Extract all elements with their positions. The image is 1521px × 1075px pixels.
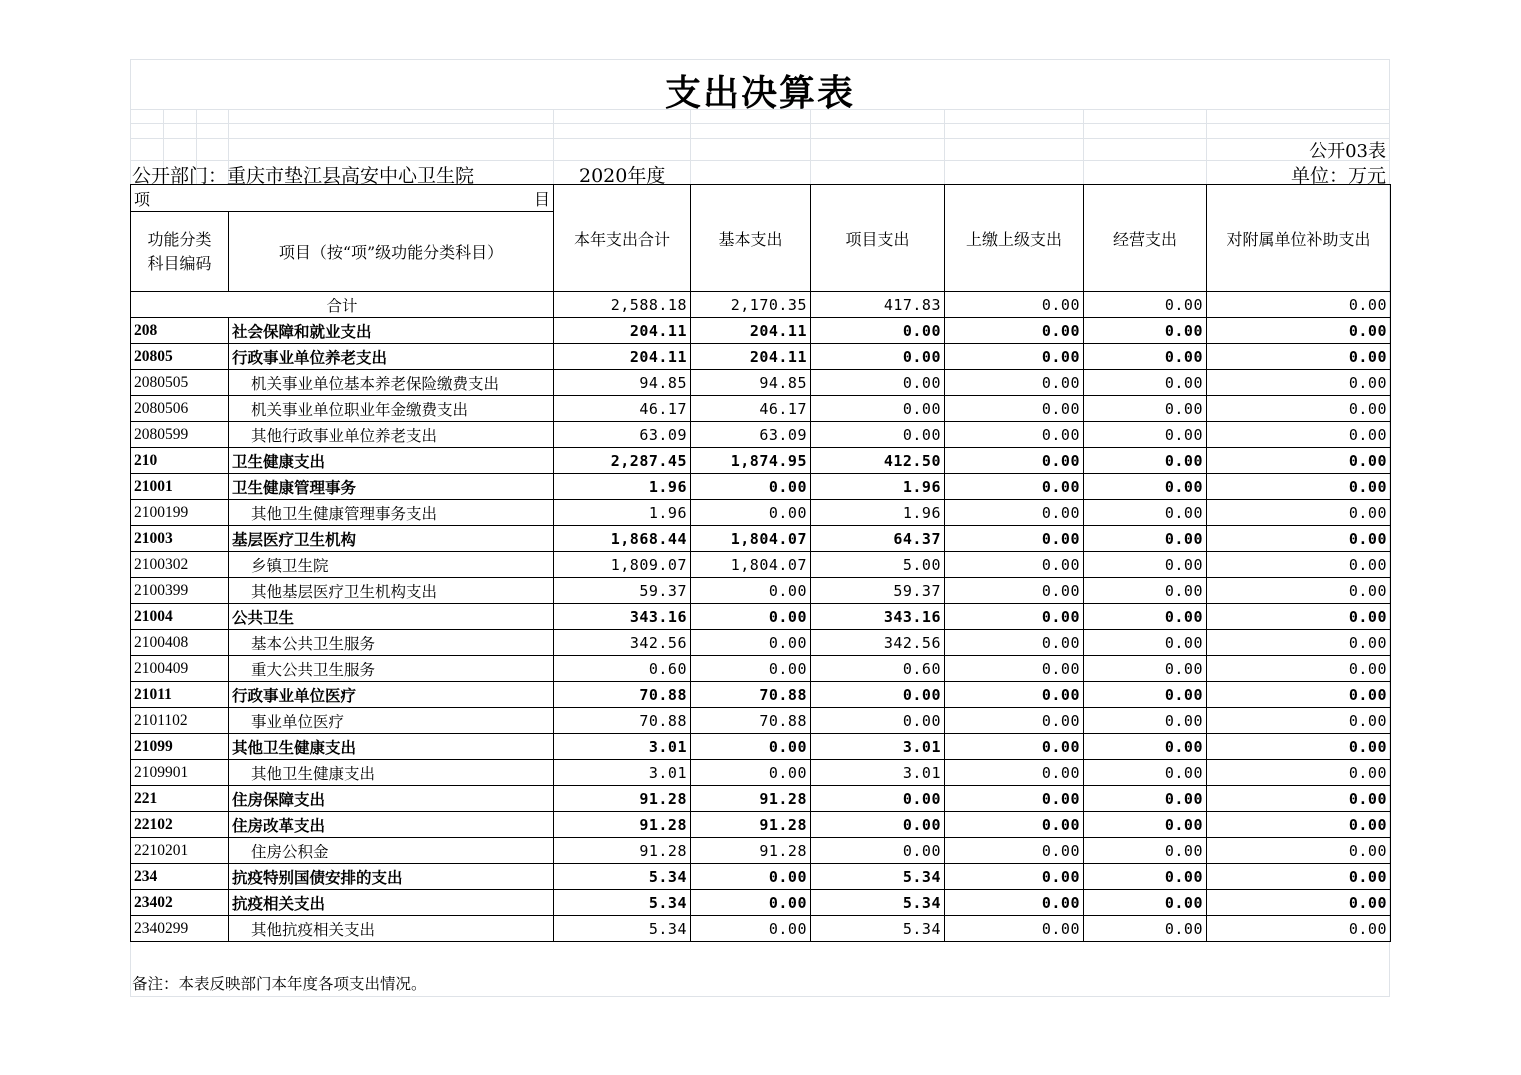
- row-code: 2100408: [131, 630, 229, 656]
- total-label: 合计: [131, 292, 554, 318]
- row-name: 其他行政事业单位养老支出: [229, 422, 554, 448]
- row-value: 91.28: [691, 812, 811, 838]
- row-code: 2340299: [131, 916, 229, 942]
- row-value: 0.00: [1207, 682, 1391, 708]
- row-value: 204.11: [554, 344, 691, 370]
- row-name: 基层医疗卫生机构: [229, 526, 554, 552]
- row-code: 21001: [131, 474, 229, 500]
- header-code-cell: 功能分类 科目编码: [131, 212, 229, 292]
- row-value: 0.00: [1084, 318, 1207, 344]
- row-value: 1.96: [811, 500, 945, 526]
- row-value: 0.00: [691, 604, 811, 630]
- row-name: 机关事业单位基本养老保险缴费支出: [229, 370, 554, 396]
- row-value: 5.34: [811, 916, 945, 942]
- grid-line: [690, 109, 691, 185]
- row-value: 342.56: [811, 630, 945, 656]
- table-row: [131, 890, 1391, 916]
- row-value: 0.00: [945, 916, 1084, 942]
- row-value: 5.34: [554, 916, 691, 942]
- row-value: 0.00: [1207, 370, 1391, 396]
- table-row: [131, 812, 1391, 838]
- row-value: 5.34: [554, 864, 691, 890]
- row-value: 0.00: [811, 708, 945, 734]
- row-value: 0.00: [1084, 682, 1207, 708]
- row-value: 0.00: [691, 760, 811, 786]
- header-col-operating: 经营支出: [1084, 185, 1207, 292]
- row-value: 0.00: [1084, 448, 1207, 474]
- row-value: 0.00: [1207, 916, 1391, 942]
- header-col-project: 项目支出: [811, 185, 945, 292]
- row-value: 1,804.07: [691, 552, 811, 578]
- row-value: 0.00: [1207, 812, 1391, 838]
- header-item-left: 项: [134, 189, 151, 209]
- row-code: 221: [131, 786, 229, 812]
- row-value: 0.00: [691, 474, 811, 500]
- row-value: 0.00: [1084, 708, 1207, 734]
- header-col-subsidy: 对附属单位补助支出: [1207, 185, 1391, 292]
- row-value: 0.00: [691, 916, 811, 942]
- total-value: 2,170.35: [691, 292, 811, 318]
- row-value: 0.00: [1207, 760, 1391, 786]
- row-code: 20805: [131, 344, 229, 370]
- row-code: 2080505: [131, 370, 229, 396]
- row-name: 其他卫生健康支出: [229, 734, 554, 760]
- row-value: 0.00: [1207, 604, 1391, 630]
- table-row: [131, 916, 1391, 942]
- row-value: 0.00: [1084, 370, 1207, 396]
- fiscal-year: 2020年度: [579, 165, 666, 187]
- row-value: 1.96: [554, 474, 691, 500]
- row-code: 21004: [131, 604, 229, 630]
- total-value: 417.83: [811, 292, 945, 318]
- row-value: 0.00: [691, 630, 811, 656]
- row-value: 0.00: [1084, 812, 1207, 838]
- row-value: 3.01: [554, 760, 691, 786]
- table-row: [131, 318, 1391, 344]
- row-value: 0.00: [1084, 396, 1207, 422]
- row-value: 0.00: [1207, 552, 1391, 578]
- row-name: 卫生健康支出: [229, 448, 554, 474]
- row-value: 5.00: [811, 552, 945, 578]
- row-value: 5.34: [554, 890, 691, 916]
- row-value: 0.00: [945, 500, 1084, 526]
- row-value: 3.01: [554, 734, 691, 760]
- row-value: 63.09: [691, 422, 811, 448]
- table-row: [131, 734, 1391, 760]
- table-row: [131, 708, 1391, 734]
- row-code: 2100302: [131, 552, 229, 578]
- row-name: 行政事业单位医疗: [229, 682, 554, 708]
- row-value: 412.50: [811, 448, 945, 474]
- row-value: 0.00: [1084, 630, 1207, 656]
- row-value: 0.00: [811, 786, 945, 812]
- row-value: 91.28: [554, 812, 691, 838]
- total-value: 0.00: [1207, 292, 1391, 318]
- table-row: [131, 682, 1391, 708]
- row-value: 0.00: [1084, 552, 1207, 578]
- total-value: 0.00: [1084, 292, 1207, 318]
- row-value: 0.00: [1207, 656, 1391, 682]
- total-value: 2,588.18: [554, 292, 691, 318]
- row-value: 0.00: [1207, 344, 1391, 370]
- grid-line: [944, 109, 945, 185]
- row-name: 行政事业单位养老支出: [229, 344, 554, 370]
- row-value: 59.37: [554, 578, 691, 604]
- grid-line: [1206, 109, 1207, 185]
- row-name: 其他卫生健康管理事务支出: [229, 500, 554, 526]
- row-value: 70.88: [554, 682, 691, 708]
- table-row: [131, 344, 1391, 370]
- row-value: 0.00: [691, 578, 811, 604]
- row-value: 0.00: [1207, 318, 1391, 344]
- row-value: 0.00: [1084, 578, 1207, 604]
- row-value: 0.00: [945, 422, 1084, 448]
- total-row: [131, 292, 1391, 318]
- row-name: 住房保障支出: [229, 786, 554, 812]
- row-value: 0.60: [811, 656, 945, 682]
- row-value: 46.17: [691, 396, 811, 422]
- row-value: 0.00: [1207, 708, 1391, 734]
- row-code: 2210201: [131, 838, 229, 864]
- row-code: 2101102: [131, 708, 229, 734]
- row-value: 0.00: [945, 448, 1084, 474]
- row-value: 0.00: [1084, 786, 1207, 812]
- row-value: 0.00: [691, 890, 811, 916]
- footnote: 备注：本表反映部门本年度各项支出情况。: [132, 975, 427, 993]
- row-value: 70.88: [691, 708, 811, 734]
- row-code: 21011: [131, 682, 229, 708]
- row-value: 0.00: [945, 656, 1084, 682]
- table-row: [131, 448, 1391, 474]
- row-value: 0.00: [945, 812, 1084, 838]
- row-value: 1.96: [554, 500, 691, 526]
- row-value: 0.00: [811, 682, 945, 708]
- row-value: 64.37: [811, 526, 945, 552]
- expenditure-table: [130, 184, 1391, 942]
- header-col-basic: 基本支出: [691, 185, 811, 292]
- row-value: 0.00: [945, 760, 1084, 786]
- row-value: 0.00: [1207, 500, 1391, 526]
- table-row: [131, 396, 1391, 422]
- row-code: 2100399: [131, 578, 229, 604]
- row-code: 2080599: [131, 422, 229, 448]
- row-code: 2109901: [131, 760, 229, 786]
- row-value: 1,874.95: [691, 448, 811, 474]
- row-value: 0.00: [945, 708, 1084, 734]
- row-value: 94.85: [554, 370, 691, 396]
- row-value: 0.00: [945, 474, 1084, 500]
- row-value: 0.00: [1084, 864, 1207, 890]
- row-value: 0.00: [811, 396, 945, 422]
- row-value: 0.00: [945, 604, 1084, 630]
- row-value: 0.00: [811, 370, 945, 396]
- row-value: 0.00: [945, 734, 1084, 760]
- row-value: 0.00: [1207, 890, 1391, 916]
- row-value: 0.00: [945, 552, 1084, 578]
- row-value: 0.00: [1207, 396, 1391, 422]
- row-value: 0.00: [1207, 786, 1391, 812]
- row-value: 0.00: [691, 864, 811, 890]
- row-value: 1,804.07: [691, 526, 811, 552]
- row-value: 0.00: [1207, 630, 1391, 656]
- row-name: 其他卫生健康支出: [229, 760, 554, 786]
- table-row: [131, 630, 1391, 656]
- table-row: [131, 500, 1391, 526]
- row-value: 0.00: [945, 578, 1084, 604]
- row-value: 0.00: [1084, 838, 1207, 864]
- row-code: 21099: [131, 734, 229, 760]
- row-value: 0.00: [1207, 864, 1391, 890]
- row-value: 204.11: [691, 318, 811, 344]
- row-code: 210: [131, 448, 229, 474]
- row-value: 1.96: [811, 474, 945, 500]
- header-item-right: 目: [533, 189, 550, 209]
- table-row: [131, 864, 1391, 890]
- header-col-remit: 上缴上级支出: [945, 185, 1084, 292]
- row-value: 0.00: [1084, 734, 1207, 760]
- table-row: [131, 656, 1391, 682]
- header-col-total: 本年支出合计: [554, 185, 691, 292]
- row-value: 0.00: [1084, 344, 1207, 370]
- table-row: [131, 370, 1391, 396]
- row-value: 204.11: [691, 344, 811, 370]
- row-name: 住房改革支出: [229, 812, 554, 838]
- row-value: 46.17: [554, 396, 691, 422]
- row-value: 0.00: [1207, 474, 1391, 500]
- row-value: 70.88: [691, 682, 811, 708]
- table-row: [131, 474, 1391, 500]
- row-value: 94.85: [691, 370, 811, 396]
- row-value: 0.00: [945, 370, 1084, 396]
- row-value: 0.00: [691, 734, 811, 760]
- row-value: 0.00: [811, 318, 945, 344]
- row-value: 0.00: [1207, 526, 1391, 552]
- header-row-item: [131, 185, 1391, 212]
- table-row: [131, 786, 1391, 812]
- total-value: 0.00: [945, 292, 1084, 318]
- row-name: 社会保障和就业支出: [229, 318, 554, 344]
- table-row: [131, 422, 1391, 448]
- department-label: 公开部门：重庆市垫江县高安中心卫生院: [132, 165, 475, 187]
- row-value: 63.09: [554, 422, 691, 448]
- row-value: 0.00: [945, 682, 1084, 708]
- row-value: 0.00: [945, 838, 1084, 864]
- row-value: 0.00: [945, 526, 1084, 552]
- row-name: 事业单位医疗: [229, 708, 554, 734]
- row-value: 343.16: [811, 604, 945, 630]
- row-value: 3.01: [811, 760, 945, 786]
- row-value: 0.00: [945, 786, 1084, 812]
- row-value: 0.00: [811, 422, 945, 448]
- row-code: 2080506: [131, 396, 229, 422]
- row-value: 0.00: [811, 838, 945, 864]
- grid-line: [1083, 109, 1084, 185]
- row-name: 卫生健康管理事务: [229, 474, 554, 500]
- row-value: 0.00: [1084, 526, 1207, 552]
- row-value: 0.00: [811, 812, 945, 838]
- row-value: 0.00: [1207, 578, 1391, 604]
- table-row: [131, 578, 1391, 604]
- grid-line: [130, 123, 1390, 124]
- row-code: 208: [131, 318, 229, 344]
- row-code: 22102: [131, 812, 229, 838]
- row-value: 0.00: [1084, 656, 1207, 682]
- row-value: 0.00: [1084, 422, 1207, 448]
- row-value: 0.00: [1084, 890, 1207, 916]
- row-value: 1,868.44: [554, 526, 691, 552]
- row-value: 0.00: [1084, 916, 1207, 942]
- row-value: 2,287.45: [554, 448, 691, 474]
- row-code: 23402: [131, 890, 229, 916]
- row-value: 5.34: [811, 864, 945, 890]
- grid-line: [553, 109, 554, 185]
- row-value: 0.00: [691, 656, 811, 682]
- page-title: 支出决算表: [664, 73, 855, 114]
- row-value: 343.16: [554, 604, 691, 630]
- grid-line: [130, 138, 1390, 139]
- row-value: 0.00: [945, 890, 1084, 916]
- row-value: 0.00: [1084, 500, 1207, 526]
- table-row: [131, 838, 1391, 864]
- row-name: 其他基层医疗卫生机构支出: [229, 578, 554, 604]
- row-name: 机关事业单位职业年金缴费支出: [229, 396, 554, 422]
- row-value: 3.01: [811, 734, 945, 760]
- row-value: 0.00: [945, 630, 1084, 656]
- row-value: 91.28: [554, 786, 691, 812]
- row-value: 0.00: [1084, 604, 1207, 630]
- row-value: 0.00: [945, 344, 1084, 370]
- row-value: 0.00: [945, 864, 1084, 890]
- spreadsheet-sheet: [130, 59, 1390, 997]
- row-value: 0.60: [554, 656, 691, 682]
- row-value: 0.00: [945, 396, 1084, 422]
- header-name-cell: 项目（按“项”级功能分类科目）: [229, 212, 554, 292]
- row-value: 0.00: [945, 318, 1084, 344]
- row-name: 抗疫特别国债安排的支出: [229, 864, 554, 890]
- row-value: 342.56: [554, 630, 691, 656]
- table-row: [131, 552, 1391, 578]
- grid-line: [810, 109, 811, 185]
- table-row: [131, 760, 1391, 786]
- row-value: 91.28: [691, 786, 811, 812]
- row-value: 0.00: [1207, 734, 1391, 760]
- row-value: 70.88: [554, 708, 691, 734]
- table-row: [131, 526, 1391, 552]
- row-value: 91.28: [554, 838, 691, 864]
- row-value: 59.37: [811, 578, 945, 604]
- row-name: 其他抗疫相关支出: [229, 916, 554, 942]
- row-value: 0.00: [811, 344, 945, 370]
- row-value: 0.00: [1207, 448, 1391, 474]
- row-value: 0.00: [1207, 838, 1391, 864]
- row-code: 2100199: [131, 500, 229, 526]
- form-number: 公开03表: [1309, 141, 1386, 162]
- row-value: 91.28: [691, 838, 811, 864]
- row-name: 重大公共卫生服务: [229, 656, 554, 682]
- row-name: 公共卫生: [229, 604, 554, 630]
- table-row: [131, 604, 1391, 630]
- row-value: 5.34: [811, 890, 945, 916]
- row-code: 2100409: [131, 656, 229, 682]
- row-value: 1,809.07: [554, 552, 691, 578]
- row-value: 0.00: [1084, 474, 1207, 500]
- unit-label: 单位：万元: [1290, 165, 1386, 187]
- row-name: 乡镇卫生院: [229, 552, 554, 578]
- row-value: 0.00: [1084, 760, 1207, 786]
- row-name: 抗疫相关支出: [229, 890, 554, 916]
- row-value: 0.00: [691, 500, 811, 526]
- row-name: 住房公积金: [229, 838, 554, 864]
- row-value: 0.00: [1207, 422, 1391, 448]
- row-name: 基本公共卫生服务: [229, 630, 554, 656]
- row-code: 21003: [131, 526, 229, 552]
- header-item-cell: [131, 185, 554, 212]
- row-code: 234: [131, 864, 229, 890]
- row-value: 204.11: [554, 318, 691, 344]
